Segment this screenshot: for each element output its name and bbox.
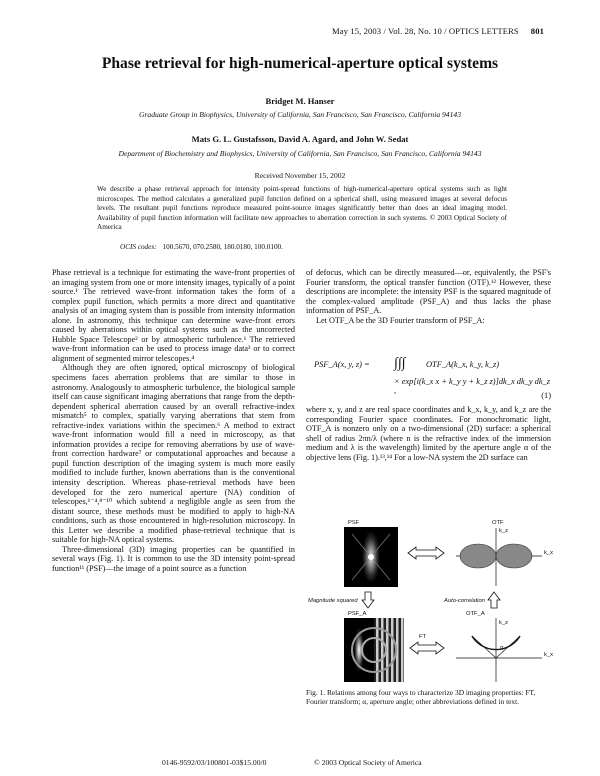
paragraph: of defocus, which can be directly measured—or, equivalently, the PSF's Fourier transform, the optical transfer function (OTF).¹² However, these descriptions are incomplete: the intensity PSF is the squared magnitude of the complex-valued amplitude (PSF_A) and thus lacks the phase information of PSF_A. bbox=[306, 268, 551, 316]
otf-lobe-left bbox=[460, 544, 496, 568]
right-column-top bbox=[306, 268, 551, 325]
page-number: 801 bbox=[530, 26, 544, 36]
received-date: Received November 15, 2002 bbox=[254, 171, 346, 180]
paper-title: Phase retrieval for high-numerical-aperture optical systems bbox=[101, 55, 499, 72]
psf-center bbox=[368, 554, 374, 560]
otf-panel bbox=[456, 520, 553, 586]
paragraph: where x, y, and z are real space coordinates and k_x, k_y, and k_z are the corresponding Fourier space coordinates. For monochromatic light, OTF_A is nonzero only on a two-dimensional (2D) surface: a spherical shell of radius 2πn/λ (where n is the refractive index of the immersion medium and λ is the wavelength) limited by the aperture angle α of the objective lens (Fig. 1).¹³,¹⁴ For a low-NA system the 2D surface can bbox=[306, 405, 551, 462]
mag-squared-arrow bbox=[308, 592, 374, 608]
otfa-aperture-line bbox=[472, 636, 496, 658]
copyright: © 2003 Optical Society of America bbox=[314, 758, 422, 767]
figure-diagram bbox=[306, 518, 554, 686]
psfa-label: PSF_A bbox=[348, 611, 367, 617]
article-code: 0146-9592/03/100801-03$15.00/0 bbox=[162, 758, 267, 767]
ocis-codes bbox=[120, 243, 283, 251]
psfa-panel bbox=[344, 611, 404, 682]
equation-integrals: ∫∫∫ bbox=[394, 356, 406, 371]
equation-lhs: PSF_A(x, y, z) = bbox=[314, 360, 370, 369]
running-header bbox=[332, 26, 544, 36]
figure-1 bbox=[306, 518, 554, 686]
equation-integrand: OTF_A(k_x, k_y, k_z) bbox=[426, 360, 500, 369]
equation-line-2: × exp[i(k_x x + k_y y + k_z z)]dk_x dk_y dk_z , bbox=[394, 377, 551, 395]
author-line-1: Bridget M. Hanser bbox=[265, 96, 335, 106]
affiliation-2: Department of Biochemistry and Biophysics, University of California, San Francisco, San Francisco, California 94143 bbox=[118, 149, 482, 158]
equation-1 bbox=[306, 357, 551, 401]
affiliation-1: Graduate Group in Biophysics, University of California, San Francisco, San Francisco, California 94143 bbox=[138, 110, 461, 119]
otf-lobe-right bbox=[496, 544, 532, 568]
psf-panel bbox=[344, 520, 398, 587]
paragraph: Although they are often ignored, optical microscopy of biological specimens faces aberration problems that are similar to those in astronomy. Analogously to atmospheric turbulence, the biological sample itself can cause significant imaging aberrations that range from the depth-dependent spherical aberration caused by an overall refractive-index mismatch⁵ to complex, spatially varying aberrations that stem from refractive-index variations within the specimen.⁶ A method to extract wave-front information would fill a need in microscopy, as that information provides a recipe for removing aberrations by use of wave-front correction hardware⁷ or computational approaches and because a pupil function description of the imaging system is much more easily modified to include further, known aberrations than is the conventional intensity description. Whereas phase-retrieval methods have been developed for the zero numerical aperture (NA) condition of telescopes,¹⁻⁴,⁸⁻¹⁰ which subtend a negligible angle as seen from the distant source, these methods must be modified to apply to high-NA conditions, such as those encountered in high-resolution microscopy. In this Letter we describe a modified phase-retrieval technique that is suitable for high-NA optical systems. bbox=[52, 363, 295, 545]
abstract: We describe a phase retrieval approach for intensity point-spread functions of high-numerical-aperture optical systems such as light microscopes. The method calculates a generalized pupil function defined on a spherical shell, using measured images at several defocus levels. The resultant pupil functions reproduce measured point-source images significantly better than does an ideal imaging model. Availability of pupil function information will facilitate new approaches to aberration correction in such systems. © 2003 Optical Society of America bbox=[97, 185, 507, 232]
otfa-kx-label: k_x bbox=[544, 652, 554, 658]
ft-arrow-top bbox=[408, 547, 444, 559]
mag-squared-label: Magnitude squared bbox=[308, 598, 358, 604]
autocorrelation-label: Auto-correlation bbox=[444, 598, 485, 604]
equation-number: (1) bbox=[541, 391, 551, 400]
paragraph: Phase retrieval is a technique for estimating the wave-front properties of an imaging system from one or more intensity images, typically of a point source.¹ The retrieved wave-front information takes the form of a complex pupil function, which permits a more direct and quantitative analysis of an imaging system than is possible from intensity information alone. In astronomy, this technique can determine wave-front errors caused by aberrations within optical systems such as the uncorrected Hubble Space Telescope² or by atmospheric turbulence.¹ The retrieved wave-front information can be used to process image data³ or to correct alignment of segmented mirror telescopes.⁴ bbox=[52, 268, 295, 363]
otfa-kz-label: k_z bbox=[499, 620, 509, 626]
ocis-label: OCIS codes: bbox=[120, 243, 157, 251]
otfa-angle-label: α bbox=[500, 645, 504, 651]
otfa-label: OTF_A bbox=[466, 611, 485, 617]
otf-label: OTF bbox=[492, 520, 504, 526]
right-column-body bbox=[306, 405, 551, 462]
ocis-values: 100.5670, 070.2580, 180.0180, 100.0100. bbox=[162, 243, 283, 251]
left-column bbox=[52, 268, 295, 574]
otf-kz-label: k_z bbox=[499, 528, 509, 534]
otf-kx-label: k_x bbox=[544, 550, 554, 556]
otfa-panel bbox=[456, 611, 553, 682]
author-line-2: Mats G. L. Gustafsson, David A. Agard, and John W. Sedat bbox=[191, 134, 409, 144]
journal-line: May 15, 2003 / Vol. 28, No. 10 / OPTICS LETTERS bbox=[332, 26, 519, 36]
ft-arrow-bottom bbox=[410, 634, 444, 654]
paragraph: Three-dimensional (3D) imaging properties can be quantified in several ways (Fig. 1). It is common to use the 3D intensity point-spread function¹¹ (PSF)—the image of a point source as a function bbox=[52, 544, 295, 573]
figure-caption: Fig. 1. Relations among four ways to characterize 3D imaging properties: FT, Fourier transform; α, aperture angle; other abbreviations defined in text. bbox=[306, 688, 536, 707]
ft-label: FT bbox=[419, 634, 427, 640]
autocorrelation-arrow bbox=[443, 592, 500, 608]
otf-definition: Let OTF_A be the 3D Fourier transform of PSF_A: bbox=[316, 315, 485, 325]
psf-label: PSF bbox=[348, 520, 360, 526]
